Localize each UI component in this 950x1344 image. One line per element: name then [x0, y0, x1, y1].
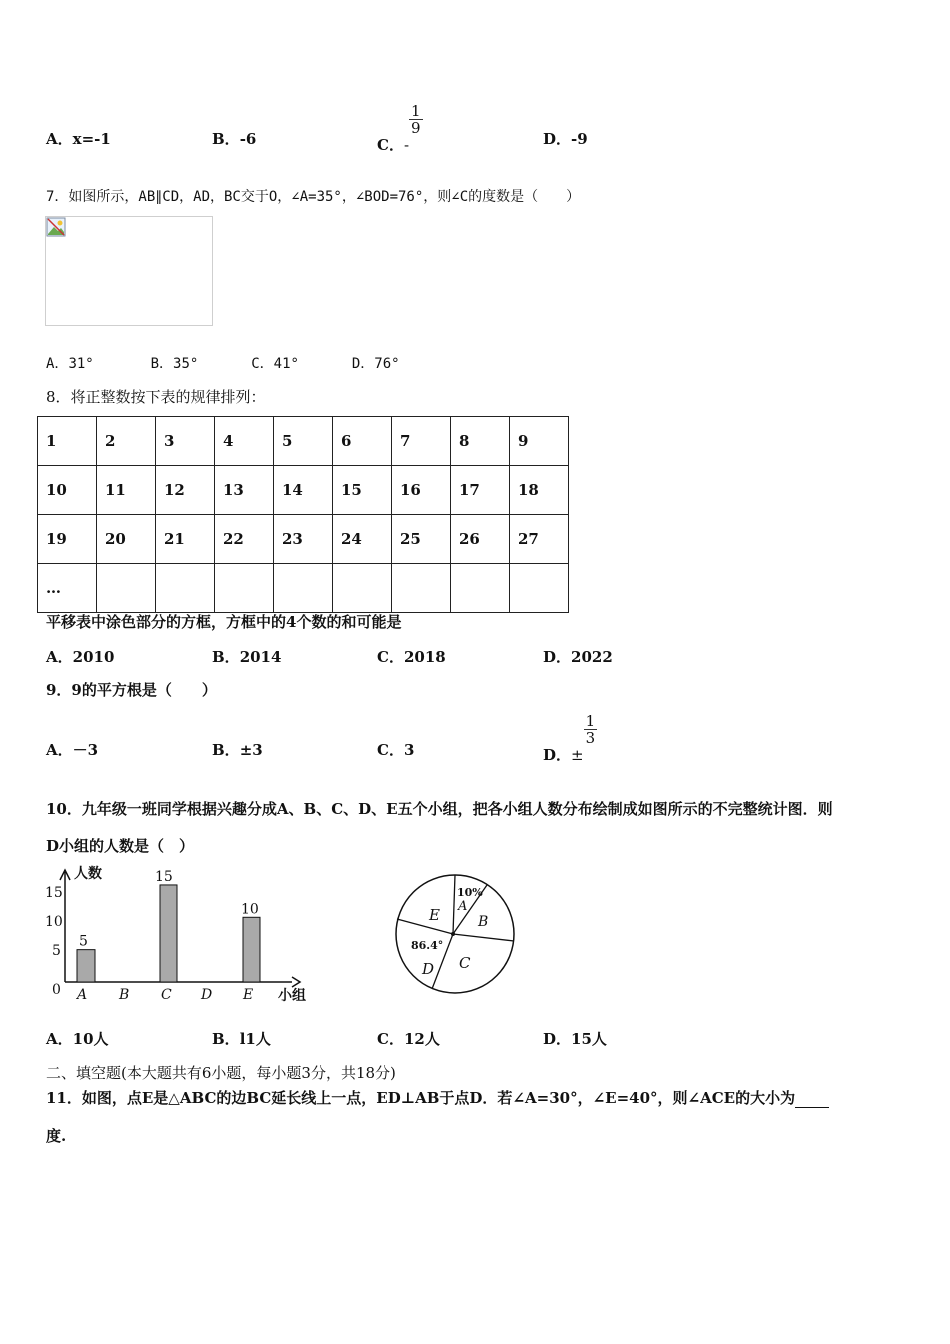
q8-stem: 8．将正整数按下表的规律排列：: [46, 388, 266, 406]
q10-option-d[interactable]: [543, 1028, 607, 1049]
q7-option-b[interactable]: [151, 356, 199, 372]
fraction-numerator: 1: [411, 102, 421, 120]
option-label: D．: [543, 130, 572, 148]
option-text: -9: [571, 130, 588, 148]
q8-option-a[interactable]: [46, 646, 114, 667]
table-cell: 12: [156, 466, 215, 515]
table-cell: 19: [38, 515, 97, 564]
table-cell: 4: [215, 417, 274, 466]
option-label: C．: [377, 1030, 404, 1048]
pie-label-e: E: [429, 906, 440, 924]
x-tick-label: A: [77, 987, 88, 1003]
option-text: 3: [403, 741, 415, 759]
bar-chart: [40, 860, 330, 1010]
table-cell: 26: [451, 515, 510, 564]
option-label: B．: [212, 648, 240, 666]
y-tick-label: 15: [45, 885, 63, 901]
option-sign: ±: [571, 745, 584, 764]
table-row: [38, 417, 569, 466]
option-text: 2014: [239, 648, 282, 666]
q7-option-d[interactable]: [352, 356, 400, 372]
x-axis-label: 小组: [278, 988, 306, 1004]
fraction: [409, 103, 423, 136]
table-cell: 17: [451, 466, 510, 515]
x-axis-arrow: [292, 977, 300, 987]
q10-option-c[interactable]: [377, 1028, 440, 1049]
option-label: B．: [212, 1030, 240, 1048]
table-cell: 2: [97, 417, 156, 466]
q10-option-a[interactable]: [46, 1028, 109, 1049]
option-text: ±3: [239, 741, 263, 759]
fraction-denominator: 3: [585, 729, 596, 747]
table-cell: 18: [510, 466, 569, 515]
pie-label-c: C: [459, 954, 471, 972]
table-cell: 16: [392, 466, 451, 515]
option-text: l1人: [239, 1030, 271, 1048]
option-text: 15人: [571, 1030, 607, 1048]
x-tick-label: B: [119, 987, 130, 1003]
option-label: C．: [377, 741, 404, 759]
option-label: B．: [150, 356, 174, 372]
option-text: 12人: [403, 1030, 440, 1048]
bar-a: [77, 950, 95, 982]
option-text: 2022: [571, 648, 613, 666]
option-text: -6: [239, 130, 257, 148]
option-label: C．: [377, 648, 404, 666]
x-tick-label: D: [201, 987, 213, 1003]
q9-option-d[interactable]: [543, 712, 597, 764]
q8-option-c[interactable]: [377, 646, 446, 667]
q11-stem-text: 11．如图，点E是△ABC的边BC延长线上一点，ED⊥AB于点D．若∠A=30°，∠E=40°，则∠ACE的大小为: [46, 1089, 796, 1107]
q8-number-table: [37, 416, 569, 613]
pie-label-a: A: [458, 899, 468, 914]
bar-e: [243, 917, 260, 982]
option-label: A．: [46, 356, 69, 372]
pie-annotation: 10%: [457, 886, 483, 899]
table-cell: 8: [451, 417, 510, 466]
table-cell: [97, 564, 156, 613]
table-cell: 10: [38, 466, 97, 515]
table-cell: [510, 564, 569, 613]
pie-annotation: 86.4°: [411, 939, 444, 952]
table-row: [38, 515, 569, 564]
table-cell: 23: [274, 515, 333, 564]
table-cell: [215, 564, 274, 613]
table-cell: 13: [215, 466, 274, 515]
q9-stem: 9．9的平方根是（ ）: [46, 681, 217, 699]
option-label: A．: [46, 741, 73, 759]
table-cell: [274, 564, 333, 613]
table-row: [38, 466, 569, 515]
q9-option-b[interactable]: [212, 739, 263, 760]
table-cell: 11: [97, 466, 156, 515]
q11-stem: [46, 1087, 829, 1108]
table-cell: 25: [392, 515, 451, 564]
q10-stem-line1: 10．九年级一班同学根据兴趣分成A、B、C、D、E五个小组，把各小组人数分布绘制成如图所示的不完整统计图．则: [46, 800, 833, 818]
option-text: 31°: [68, 356, 94, 372]
y-tick-label: 5: [52, 943, 61, 959]
y-tick-label: 0: [52, 982, 61, 998]
bar-data-label: 15: [155, 868, 173, 885]
table-cell: [156, 564, 215, 613]
broken-image-icon: [46, 217, 66, 237]
option-label: A．: [46, 648, 73, 666]
option-label: D．: [351, 356, 375, 372]
option-text: 2010: [72, 648, 115, 666]
table-cell: 21: [156, 515, 215, 564]
pie-label-d: D: [422, 960, 435, 978]
table-cell: 20: [97, 515, 156, 564]
option-text: 35°: [173, 356, 199, 372]
q11-tail: 度.: [46, 1127, 67, 1145]
section-title: 二、填空题(本大题共有6小题，每小题3分，共18分): [46, 1064, 396, 1082]
pie-center: [451, 932, 455, 936]
fraction-numerator: 1: [585, 712, 596, 730]
table-cell: 14: [274, 466, 333, 515]
table-cell: 6: [333, 417, 392, 466]
table-cell: [451, 564, 510, 613]
q8-after-text: 平移表中涂色部分的方框，方框中的4个数的和可能是: [46, 613, 402, 631]
table-cell: [333, 564, 392, 613]
option-text: 10人: [72, 1030, 109, 1048]
y-axis-label: 人数: [74, 866, 102, 882]
table-cell: 3: [156, 417, 215, 466]
q10-option-b[interactable]: [212, 1028, 271, 1049]
fraction-denominator: 9: [411, 119, 421, 137]
option-text: －3: [72, 741, 99, 759]
option-label: B．: [212, 130, 240, 148]
option-label: C．: [377, 135, 404, 154]
option-label: D．: [543, 648, 572, 666]
option-label: A．: [46, 1030, 73, 1048]
q7-option-a[interactable]: [46, 356, 94, 372]
table-row: [38, 564, 569, 613]
pie-label-b: B: [478, 914, 489, 930]
pie-chart: [390, 868, 522, 1000]
y-tick-label: 10: [45, 914, 63, 930]
table-cell: [392, 564, 451, 613]
table-cell: 22: [215, 515, 274, 564]
answer-blank[interactable]: [795, 1089, 829, 1108]
table-cell: 7: [392, 417, 451, 466]
option-label: A．: [46, 130, 73, 148]
bar-data-label: 10: [241, 901, 259, 918]
x-tick-label: E: [243, 987, 254, 1003]
table-cell: 1: [38, 417, 97, 466]
option-label: D．: [543, 745, 572, 764]
q9-option-a[interactable]: [46, 739, 98, 760]
x-tick-label: C: [161, 987, 172, 1003]
option-text: 41°: [273, 356, 299, 372]
q6-option-d[interactable]: [543, 128, 588, 149]
table-cell: 5: [274, 417, 333, 466]
option-text: 2018: [403, 648, 446, 666]
option-sign: -: [403, 135, 410, 154]
option-text: x=-1: [72, 130, 111, 148]
bar-c: [160, 885, 177, 982]
q8-option-b[interactable]: [212, 646, 281, 667]
table-cell: …: [38, 564, 97, 613]
q6-option-b[interactable]: [212, 128, 256, 149]
option-label: C．: [251, 356, 274, 372]
q7-stem: 7．如图所示，AB∥CD，AD，BC交于O，∠A=35°，∠BOD=76°，则∠C的度数是（ ）: [46, 189, 581, 205]
table-cell: 24: [333, 515, 392, 564]
q6-option-a[interactable]: [46, 128, 111, 149]
option-label: D．: [543, 1030, 572, 1048]
q9-option-c[interactable]: [377, 739, 414, 760]
q7-figure-placeholder: [45, 216, 213, 326]
q10-stem-line2: D小组的人数是（ ）: [46, 837, 195, 855]
q7-option-c[interactable]: [251, 356, 299, 372]
option-text: 76°: [374, 356, 400, 372]
table-cell: 9: [510, 417, 569, 466]
bar-data-label: 5: [79, 933, 88, 950]
q7-options: [46, 353, 400, 373]
fraction: [584, 713, 598, 746]
q8-option-d[interactable]: [543, 646, 613, 667]
option-label: B．: [212, 741, 240, 759]
table-cell: 15: [333, 466, 392, 515]
q6-option-c[interactable]: [377, 102, 423, 154]
table-cell: 27: [510, 515, 569, 564]
